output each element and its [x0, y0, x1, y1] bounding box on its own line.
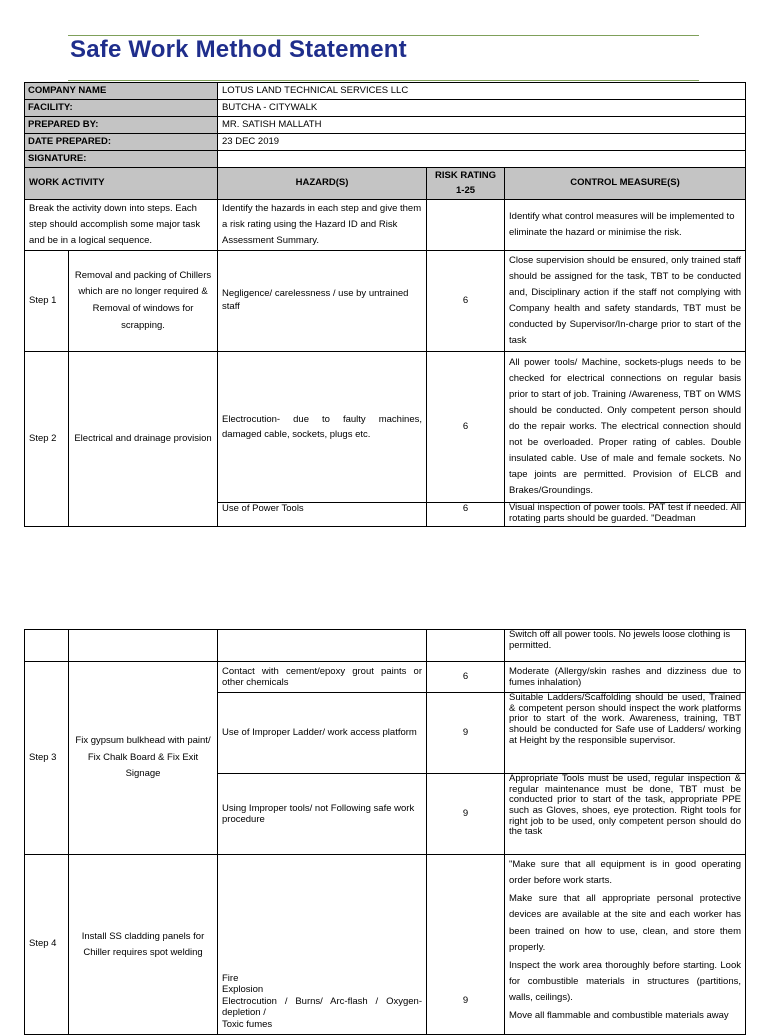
page-title: Safe Work Method Statement — [70, 36, 407, 63]
continued-rating — [427, 630, 505, 662]
column-header-row — [25, 168, 746, 200]
step4-control — [505, 855, 746, 1035]
step4-hazard-line-1: Fire — [222, 973, 239, 985]
info-row-signature — [25, 151, 746, 168]
step3-hazard-2: Use of Improper Ladder/ work access platform — [218, 693, 427, 774]
intro-activity: Break the activity down into steps. Each step should accomplish some major task and be in a logical sequence. — [25, 200, 218, 251]
step3-hazard-3: Using Improper tools/ not Following safe work procedure — [218, 774, 427, 855]
step4-label: Step 4 — [25, 855, 69, 1035]
step3-hazard-1: Contact with cement/epoxy grout paints or other chemicals — [218, 662, 427, 693]
header-hazards: HAZARD(S) — [218, 168, 427, 200]
step3-row-1 — [25, 662, 746, 693]
continued-control: Switch off all power tools. No jewels loose clothing is permitted. — [505, 630, 746, 662]
step2-hazard-2: Use of Power Tools — [218, 503, 427, 527]
step3-rating-1: 6 — [427, 662, 505, 693]
header-work-activity: WORK ACTIVITY — [25, 168, 218, 200]
step4-control-para-4: Move all flammable and combustible materials away — [509, 1010, 729, 1022]
info-row-prepared-by — [25, 117, 746, 134]
step4-row — [25, 855, 746, 1035]
step4-hazard — [218, 855, 427, 1035]
step4-control-para-3: Inspect the work area thoroughly before starting. Look for combustible materials in structures (partitions, walls, ceilings). — [509, 959, 741, 1004]
date-value: 23 DEC 2019 — [218, 134, 746, 151]
step4-control-para-2: Make sure that all appropriate personal protective devices are available at the site and each worker has been trained on how to use, clean, and store them properly. — [509, 893, 741, 953]
step4-hazard-line-3: Electrocution / Burns/ Arc-flash / Oxygen-depletion / — [222, 995, 422, 1019]
intro-rating — [427, 200, 505, 251]
header-risk-rating — [427, 168, 505, 200]
step2-label: Step 2 — [25, 352, 69, 527]
step2-control-1: All power tools/ Machine, sockets-plugs needs to be checked for electrical connections on regular basis prior to start of job. Training /Awareness, TBT on WMS should be conducted. Only competent person should do the repair works. The electrical connection should not be overloaded. Proper rating of cables. Double insulated cable. Use of male and female sockets. No tape joints are permitted. Provision of ELCB and Brakes/Groundings. — [505, 352, 746, 503]
signature-label: SIGNATURE: — [25, 151, 218, 168]
prepared-by-value: MR. SATISH MALLATH — [218, 117, 746, 134]
step3-rating-3: 9 — [427, 774, 505, 855]
step4-activity: Install SS cladding panels for Chiller requires spot welding — [69, 855, 218, 1035]
company-label: COMPANY NAME — [25, 83, 218, 100]
risk-rating-label: RISK RATING — [434, 170, 497, 182]
continued-hazard — [218, 630, 427, 662]
step1-activity: Removal and packing of Chillers which are no longer required & Removal of windows for scrapping. — [69, 251, 218, 352]
prepared-by-label: PREPARED BY: — [25, 117, 218, 134]
step2-activity: Electrical and drainage provision — [69, 352, 218, 527]
step1-hazard: Negligence/ carelessness / use by untrained staff — [218, 251, 427, 352]
swms-table-page2 — [24, 629, 746, 1035]
continued-row — [25, 630, 746, 662]
title-underline — [68, 80, 699, 81]
intro-hazard: Identify the hazards in each step and give them a risk rating using the Hazard ID and Risk Assessment Summary. — [218, 200, 427, 251]
info-row-company — [25, 83, 746, 100]
facility-label: FACILITY: — [25, 100, 218, 117]
date-label: DATE PREPARED: — [25, 134, 218, 151]
step3-label: Step 3 — [25, 662, 69, 855]
header-control-measures: CONTROL MEASURE(S) — [505, 168, 746, 200]
step4-hazard-line-4: Toxic fumes — [222, 1018, 273, 1030]
step2-hazard-1: Electrocution- due to faulty machines, damaged cable, sockets, plugs etc. — [218, 352, 427, 503]
swms-table-page1 — [24, 82, 746, 527]
step3-control-2: Suitable Ladders/Scaffolding should be used, Trained & competent person should inspect the work platforms prior to start of the work. Awareness, training, TBT should be conducted for Safe use of Ladders/ working at Height by the responsible supervisor. — [505, 693, 746, 774]
step1-rating: 6 — [427, 251, 505, 352]
step4-hazard-line-2: Explosion — [222, 984, 264, 996]
step1-label: Step 1 — [25, 251, 69, 352]
info-row-date — [25, 134, 746, 151]
continued-activity — [69, 630, 218, 662]
company-value: LOTUS LAND TECHNICAL SERVICES LLC — [218, 83, 746, 100]
intro-control: Identify what control measures will be implemented to eliminate the hazard or minimise the risk. — [505, 200, 746, 251]
info-row-facility — [25, 100, 746, 117]
step3-activity: Fix gypsum bulkhead with paint/ Fix Chalk Board & Fix Exit Signage — [69, 662, 218, 855]
step3-control-1: Moderate (Allergy/skin rashes and dizziness due to fumes inhalation) — [505, 662, 746, 693]
facility-value: BUTCHA - CITYWALK — [218, 100, 746, 117]
step4-control-para-1: "Make sure that all equipment is in good operating order before work starts. — [509, 859, 741, 887]
continued-step — [25, 630, 69, 662]
step4-rating: 9 — [427, 855, 505, 1035]
step2-rating-1: 6 — [427, 352, 505, 503]
step1-control: Close supervision should be ensured, only trained staff should be assigned for the task, TBT to be conducted and, Disciplinary action if the staff not complying with Company health and safety standards, TBT must be conducted by Supervisor/In-charge prior to start of the task — [505, 251, 746, 352]
step2-row-1 — [25, 352, 746, 503]
step3-rating-2: 9 — [427, 693, 505, 774]
risk-rating-range: 1-25 — [456, 184, 476, 196]
step2-control-2: Visual inspection of power tools. PAT test if needed. All rotating parts should be guarded. "Deadman — [505, 503, 746, 527]
intro-row — [25, 200, 746, 251]
step2-rating-2: 6 — [427, 503, 505, 527]
step1-row — [25, 251, 746, 352]
step3-control-3: Appropriate Tools must be used, regular inspection & regular maintenance must be done, TBT must be conducted prior to start of the task, appropriate PPE such as Gloves, shoes, eye protection. Right tools for right job to be used, only competent person should do the task — [505, 774, 746, 855]
signature-value — [218, 151, 746, 168]
